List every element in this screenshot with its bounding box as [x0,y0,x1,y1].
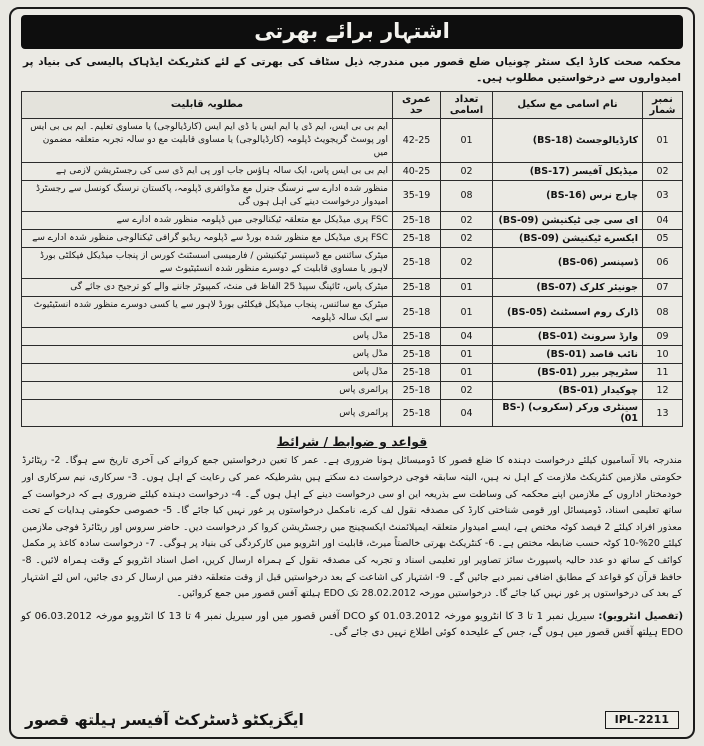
cell-post: نائب قاصد (BS-01) [493,346,643,364]
cell-post: وارڈ سرونٹ (BS-01) [493,328,643,346]
cell-serial: 02 [643,162,683,180]
cell-qualification: مڈل پاس [22,364,393,382]
cell-age: 25-18 [393,382,441,400]
cell-serial: 05 [643,229,683,247]
cell-age: 42-25 [393,118,441,162]
reference-number: IPL-2211 [605,711,679,729]
header-qualification: مطلوبہ قابلیت [22,91,393,118]
interview-text: سیریل نمبر 1 تا 3 کا انٹرویو مورخہ 01.03.2012 کو DCO آفس قصور میں اور سیریل نمبر 4 تا 13 کا انٹرویو مورخہ 06.03.2012 کو EDO ہیلتھ آفس قصور میں ہوں گے، جس کے علیحدہ کوئی اطلاع نہیں دی جائے گی۔ [21,610,683,639]
cell-age: 25-18 [393,400,441,427]
cell-age: 25-18 [393,229,441,247]
table-row [22,297,683,328]
cell-qualification: مڈل پاس [22,346,393,364]
cell-post: کارڈیالوجسٹ (BS-18) [493,118,643,162]
ad-footer [21,709,683,729]
table-row [22,346,683,364]
header-count: تعداد اسامی [441,91,493,118]
cell-qualification: مڈل پاس [22,328,393,346]
cell-qualification: FSC پری میڈیکل مع منظور شدہ بورڈ سے ڈپلومہ ریڈیو گرافی ٹیکنالوجی منظور شدہ ادارے سے [22,229,393,247]
cell-count: 02 [441,382,493,400]
cell-qualification: ایم بی بی ایس، ایم ڈی یا ایم ایس یا ڈی ایم ایس (کارڈیالوجی) یا مساوی تعلیم۔ ایم بی بی ایس اور پوسٹ گریجویٹ ڈپلومہ (کارڈیالوجی) یا مساوی قابلیت مع دو سالہ تجربہ متعلقہ مضمون میں [22,118,393,162]
cell-age: 25-18 [393,247,441,278]
table-header-row [22,91,683,118]
cell-serial: 11 [643,364,683,382]
cell-count: 01 [441,118,493,162]
table-body [22,118,683,427]
cell-count: 01 [441,297,493,328]
cell-count: 08 [441,180,493,211]
cell-post: ای سی جی ٹیکنیشن (BS-09) [493,211,643,229]
cell-age: 25-18 [393,346,441,364]
header-age: عمری حد [393,91,441,118]
table-row [22,364,683,382]
cell-age: 25-18 [393,364,441,382]
interview-label: (تفصیل انٹرویو): [598,610,684,622]
cell-qualification: میٹرک سائنس مع ڈسپنسر ٹیکنیشن / فارمیسی اسسٹنٹ کورس از پنجاب میڈیکل فیکلٹی بورڈ لاہور یا مساوی قابلیت کے دوسرے منظور شدہ انسٹیٹیوٹ سے [22,247,393,278]
cell-serial: 06 [643,247,683,278]
table-row [22,328,683,346]
cell-count: 04 [441,400,493,427]
table-row [22,162,683,180]
ad-intro-text: محکمہ صحت کارڈ ایک سنٹر چونیاں ضلع قصور میں مندرجہ ذیل سٹاف کی بھرتی کے لئے کنٹریکٹ ایڈہاک پالیسی کی بنیاد پر امیدواروں سے درخواستیں مطلوب ہیں۔ [23,56,681,85]
cell-count: 01 [441,279,493,297]
cell-post: جونیئر کلرک (BS-07) [493,279,643,297]
cell-serial: 01 [643,118,683,162]
cell-serial: 09 [643,328,683,346]
cell-post: میڈیکل آفیسر (BS-17) [493,162,643,180]
cell-post: چوکیدار (BS-01) [493,382,643,400]
cell-qualification: میٹرک پاس، ٹائپنگ سپیڈ 25 الفاظ فی منٹ، کمپیوٹر جاننے والے کو ترجیح دی جائے گی [22,279,393,297]
vacancies-table [21,91,683,428]
cell-age: 25-18 [393,297,441,328]
cell-count: 02 [441,162,493,180]
table-row [22,180,683,211]
cell-age: 40-25 [393,162,441,180]
cell-post: سٹریچر بیرر (BS-01) [493,364,643,382]
cell-qualification: میٹرک مع سائنس، پنجاب میڈیکل فیکلٹی بورڈ لاہور سے یا کسی دوسرے منظور شدہ انسٹیٹیوٹ سے ایک سالہ ڈپلومہ [22,297,393,328]
cell-serial: 08 [643,297,683,328]
table-header [22,91,683,118]
table-row [22,229,683,247]
cell-qualification: ایم بی بی ایس پاس، ایک سالہ ہاؤس جاب اور پی ایم ڈی سی کی رجسٹریشن لازمی ہے [22,162,393,180]
table-row [22,211,683,229]
table-row [22,118,683,162]
cell-count: 02 [441,247,493,278]
cell-post: ڈارک روم اسسٹنٹ (BS-05) [493,297,643,328]
table-row [22,279,683,297]
cell-serial: 10 [643,346,683,364]
cell-age: 25-18 [393,328,441,346]
cell-serial: 12 [643,382,683,400]
cell-count: 04 [441,328,493,346]
cell-serial: 07 [643,279,683,297]
signature-officer: ایگزیکٹو ڈسٹرکٹ آفیسر ہیلتھ قصور [25,711,304,729]
interview-details [21,609,683,642]
cell-age: 25-18 [393,279,441,297]
cell-post: ڈسپنسر (BS-06) [493,247,643,278]
cell-qualification: منظور شدہ ادارے سے نرسنگ جنرل مع مڈوائفری ڈپلومہ، پاکستان نرسنگ کونسل سے رجسٹرڈ امیدوار درخواست دینے کی اہل ہوں گی [22,180,393,211]
cell-age: 25-18 [393,211,441,229]
rules-heading: قواعد و ضوابط / شرائط [276,434,428,450]
rules-text: مندرجہ بالا آسامیوں کیلئے درخواست دہندہ کا ضلع قصور کا ڈومیسائل ہونا ضروری ہے۔ عمر کا تعین درخواستیں جمع کروانے کی آخری تاریخ سے ہوگا۔ 2- ریٹائرڈ حکومتی ملازمین کنٹریکٹ ملازمت کے اہل نہ ہیں، البتہ سابقہ فوجی درخواست دے سکتے ہیں بشرطیکہ عمر کی رعایت کے اہل ہوں۔ 3- سرکاری، نیم سرکاری اور خودمختار اداروں کے ملازمین اپنے محکمہ کی وساطت سے بذریعہ این او سی درخواست دینے کے اہل ہوں گے۔ 4- درخواست دہندہ کیلئے ضروری ہے کہ درخواست کے ساتھ تعلیمی اسناد، ڈومیسائل اور قومی شناختی کارڈ کی مصدقہ نقول لف کرے، نامکمل درخواستوں پر غور نہیں کیا جائے گا۔ 5- خصوصی حکومتی ہدایات کے تحت معذور افراد کیلئے 2 فیصد کوٹہ مختص ہے، ایسے امیدوار متعلقہ ایمپلائمنٹ ایکسچینج میں رجسٹریشن کروا کر درخواست دیں۔ حاضر سروس اور ریٹائرڈ فوجی ملازمین کیلئے 20%-10 کوٹہ حسب ضابطہ مختص ہے۔ 6- کنٹریکٹ بھرتی خالصتاً میرٹ، قابلیت اور انٹرویو میں کارکردگی کی بنیاد پر ہوگی۔ 7- درخواست سادہ کاغذ پر مکمل کوائف کے ساتھ دو عدد حالیہ پاسپورٹ سائز تصاویر اور تعلیمی اسناد و تجربہ کی مصدقہ نقول کے ہمراہ ارسال کریں، اصل اسناد انٹرویو کے وقت ہمراہ لائیں۔ 8- حافظ قرآن کو قواعد کے مطابق اضافی نمبر دیے جائیں گے۔ 9- اشتہار کی اشاعت کے بعد درخواستیں قبل از وقت متعلقہ دفتر میں ارسال کر دی جائیں، اس لئے اشتہار کے بعد کی درخواستوں پر غور نہیں کیا جائے گا۔ درخواستیں مورخہ 28.02.2012 تک EDO ہیلتھ آفس قصور میں جمع کروائیں۔ [22,455,683,600]
cell-post: چارج نرس (BS-16) [493,180,643,211]
header-post: نام اسامی مع سکیل [493,91,643,118]
cell-serial: 04 [643,211,683,229]
cell-post: ایکسرے ٹیکنیشن (BS-09) [493,229,643,247]
table-row [22,400,683,427]
cell-serial: 13 [643,400,683,427]
cell-count: 02 [441,229,493,247]
cell-serial: 03 [643,180,683,211]
table-row [22,247,683,278]
cell-qualification: پرائمری پاس [22,382,393,400]
cell-age: 35-19 [393,180,441,211]
header-serial: نمبر شمار [643,91,683,118]
cell-post: سینٹری ورکر (سکروب) (BS-01) [493,400,643,427]
cell-count: 01 [441,346,493,364]
ad-title: اشتہار برائے بھرتی [21,15,683,49]
cell-qualification: پرائمری پاس [22,400,393,427]
ad-border-frame [9,7,695,739]
cell-qualification: FSC پری میڈیکل مع متعلقہ ٹیکنالوجی میں ڈپلومہ منظور شدہ ادارے سے [22,211,393,229]
table-row [22,382,683,400]
cell-count: 02 [441,211,493,229]
cell-count: 01 [441,364,493,382]
